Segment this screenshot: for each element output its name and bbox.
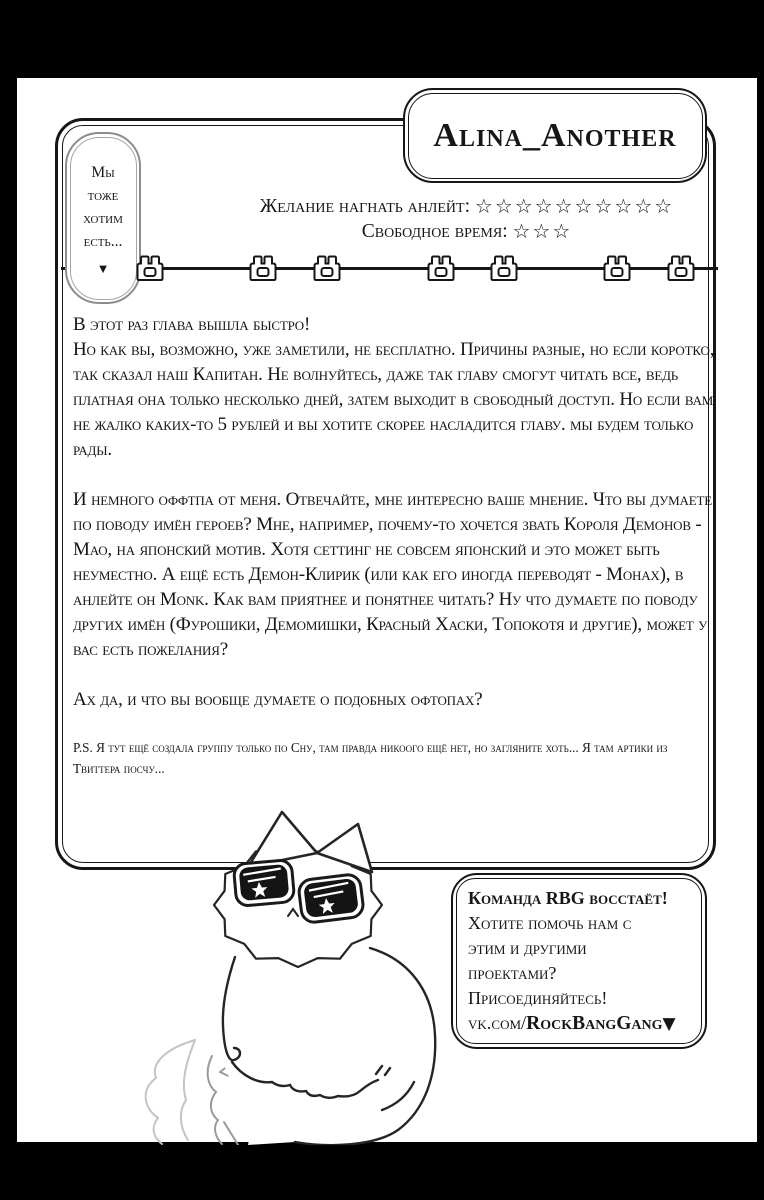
- bubble-tail-arrow-icon: ▼: [96, 261, 110, 276]
- cat-eye-right: [298, 873, 365, 923]
- brick-icon: [489, 253, 519, 283]
- vk-link-prefix: vk.com/: [468, 1014, 527, 1034]
- manga-page: [17, 78, 757, 1142]
- cat-eye-left: [233, 860, 294, 907]
- translator-note: [73, 312, 717, 779]
- cat-body-fill: [222, 948, 436, 1145]
- note-line: В этот раз глава вышла быстро!: [73, 314, 311, 335]
- promo-line: Хотите помочь нам с: [468, 913, 632, 933]
- cat-illustration: [120, 810, 460, 1145]
- promo-line: Присоединяйтесь!: [468, 988, 608, 1008]
- star-rating: ☆☆☆☆☆☆☆☆☆☆: [474, 194, 675, 218]
- stats-block: [217, 194, 717, 244]
- promo-line: этим и другими: [468, 938, 587, 958]
- brick-icon: [248, 253, 278, 283]
- brick-icon: [312, 253, 342, 283]
- note-text: Но как вы, возможно, уже заметили, не бесплатно. Причины разные, но если коротко, так сказал наш Капитан. Не волнуйтесь, даже так главу смогут читать все, ведь платная она только несколько дней, затем выходит в свободный доступ. Но если вам не жалко каких-то 5 рублей и вы хотите скорее насладится главу. мы будем только рады.: [73, 339, 715, 460]
- stat-freetime-label: Свободное время:: [361, 221, 508, 242]
- paragraph-ps: P.S. Я тут ещё создала группу только по Сну, там правда никоого ещё нет, но загляните хоть... Я там артики из Твиттера посчу...: [73, 740, 668, 776]
- promo-headline: Команда RBG восстаёт!: [468, 888, 668, 908]
- stat-anlate-label: Желание нагнать анлейт:: [259, 196, 471, 217]
- vk-link-brand: RockBangGang: [526, 1013, 663, 1034]
- pencil-sketch: [146, 1040, 195, 1144]
- paragraph-question: Ах да, и что вы вообще думаете о подобных офтопах?: [73, 689, 483, 710]
- promo-arrow-icon: ▼: [662, 1014, 676, 1034]
- brick-icon: [602, 253, 632, 283]
- paragraph-release: [73, 312, 717, 462]
- brick-icon: [135, 253, 165, 283]
- paragraph-offtop: И немного оффтпа от меня. Отвечайте, мне интересно ваше мнение. Что вы думаете по поводу имён героев? Мне, например, почему-то хочется звать Короля Демонов - Мао, на японский мотив. Хотя сеттинг не совсем японский и это может быть неуместно. А ещё есть Демон-Клирик (или как его иногда переводят - Монах), в анлейте он Monk. Как вам приятнее и понятнее читать? Ну что думаете по поводу других имён (Фурошики, Демомишки, Красный Хаски, Топокотя и другие), может у вас есть пожелания?: [73, 489, 712, 660]
- brick-icon: [666, 253, 696, 283]
- translator-name-box: [403, 88, 707, 183]
- translator-name: Alina_Another: [433, 116, 677, 154]
- stat-freetime-row: [217, 219, 717, 244]
- stat-anlate-row: [217, 194, 717, 219]
- speech-bubble: [65, 132, 141, 304]
- promo-box: [451, 873, 707, 1049]
- speech-bubble-text: Мы тоже хотим есть...: [83, 164, 123, 250]
- vk-link[interactable]: [468, 1011, 695, 1037]
- star-rating: ☆☆☆: [512, 219, 573, 243]
- brick-icon: [426, 253, 456, 283]
- promo-line: проектами?: [468, 963, 557, 983]
